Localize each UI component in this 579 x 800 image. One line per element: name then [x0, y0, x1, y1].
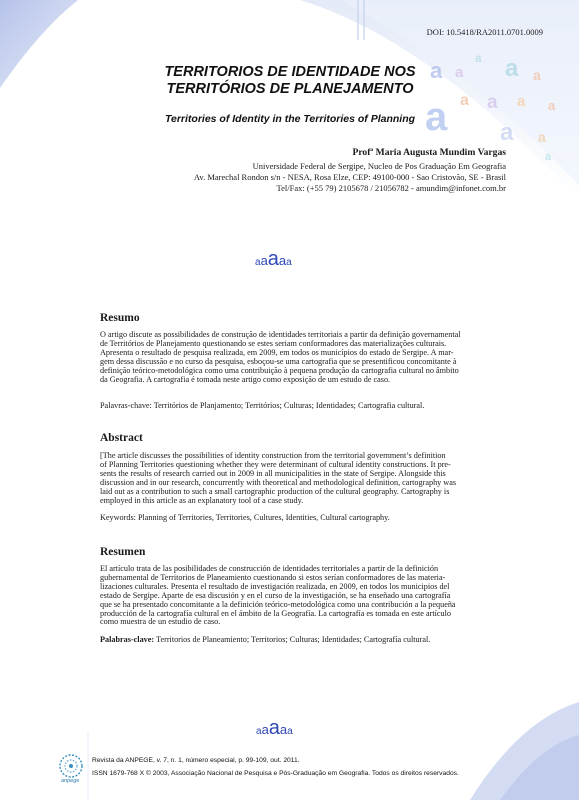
copyright-line: ISSN 1679-768 X © 2003, Associação Nacional de Pesquisa e Pós-Graduação em Geografia. Todos os direitos reservados.	[92, 770, 459, 777]
resumen-body	[100, 565, 481, 627]
svg-text:a: a	[455, 64, 464, 81]
svg-text:a: a	[475, 51, 482, 65]
ornament-letter: a	[278, 253, 287, 268]
text-line: da Geografia. A cartografia é tomada neste artigo como exposição de um estudo de caso.	[100, 374, 391, 384]
article-title	[130, 64, 450, 98]
ornament-letter: a	[255, 257, 261, 268]
divider-ornament	[255, 248, 292, 271]
resumo-heading: Resumo	[100, 312, 140, 324]
text-line: como muestra de un estudio de caso.	[100, 617, 221, 627]
svg-text:a: a	[460, 92, 469, 109]
anpege-logo-icon	[57, 752, 85, 780]
author-address: Av. Marechal Rondon s/n - NESA, Rosa Elze, CEP: 49100-000 - Sao Cristovão, SE - Brasil	[193, 172, 506, 182]
ornament-letter: a	[256, 726, 262, 737]
resumen-heading: Resumen	[100, 546, 146, 558]
svg-text:a: a	[430, 58, 443, 83]
text-line: [The article discusses the possibilities of identity construction from the territorial government’s definition	[100, 451, 446, 460]
ornament-letter: a	[286, 257, 292, 268]
text-line: O artigo discute as possibilidades de construção de identidades territoriais a partir da definição governamental	[100, 330, 461, 339]
author-contact: Tel/Fax: (+55 79) 2105678 / 21056782 - amundim@infonet.com.br	[276, 183, 506, 193]
footer-decoration	[0, 690, 579, 800]
resumen-keywords	[100, 635, 481, 644]
text-line: Apresenta o resultado de pesquisa realizada, em 2009, em todos os municípios do estado de Sergipe. A mar-	[100, 347, 454, 357]
journal-citation: Revista da ANPEGE, v. 7, n. 1, número especial, p. 99-109, out. 2011.	[92, 757, 300, 764]
text-line: sents the results of research carried out in 2009 in all municipalities in the state of Sergipe. Alongside this	[100, 468, 446, 478]
anpege-logo-label: anpege	[61, 778, 80, 784]
text-line: El artículo trata de las posibilidades de construcción de identidades territoriales a partir de la definición	[100, 564, 439, 573]
doi-text: DOI: 10.5418/RA2011.0701.0009	[426, 27, 543, 37]
text-line: de Territórios de Planejamento questionando se estes seriam conformadores das materializações culturais.	[100, 338, 447, 348]
svg-text:a: a	[545, 151, 552, 163]
text-line: gem dessa discussão e no curso da pesquisa, esboçou-se uma cartografia que se presentificou concomitante à	[100, 356, 457, 366]
article-subtitle: Territories of Identity in the Territories of Planning	[164, 113, 416, 125]
title-line-2: TERRITÓRIOS DE PLANEJAMENTO	[166, 81, 414, 97]
author-name: Profª Maria Augusta Mundim Vargas	[352, 147, 506, 158]
svg-text:a: a	[505, 55, 519, 82]
title-line-1: TERRITORIOS DE IDENTIDADE NOS	[164, 64, 416, 80]
svg-text:a: a	[533, 67, 541, 83]
svg-text:a: a	[517, 93, 526, 110]
ornament-letter: a	[260, 253, 268, 268]
keywords-text: Territorios de Planeamiento; Territorios; Culturas; Identidades; Cartografía cultural.	[154, 635, 431, 644]
svg-text:a: a	[487, 92, 498, 113]
svg-text:a: a	[425, 95, 448, 139]
text-line: estado de Sergipe. Aparte de esa discusión y en el curso de la investigación, se ha enseñado una cartografía	[100, 590, 451, 600]
svg-text:a: a	[500, 119, 514, 146]
divider-ornament-bottom	[256, 717, 293, 740]
text-line: producción de la cartografía cultural en el ámbito de la Geografía. La cartografía es tomada en este artículo	[100, 608, 451, 618]
resumo-body	[100, 331, 481, 384]
text-line: of Planning Territories questioning whether they were determinant of cultural identity constructions. It pre-	[100, 459, 451, 469]
text-line: gubernamental de Territorios de Planeamiento cuestionando si estos serían conformadores de las materia-	[100, 572, 446, 582]
text-line: definição teórico-metodológica como uma contribuição à pequena produção da cartografia cultural no âmbito	[100, 365, 459, 375]
abstract-body	[100, 452, 481, 505]
author-institution: Universidade Federal de Sergipe, Nucleo de Pos Graduação Em Geografia	[252, 161, 506, 171]
text-line: lizaciones culturales. Presenta el resultado de investigación realizada, en 2009, en todos los municipios del	[100, 581, 450, 591]
ornament-letter: a	[267, 248, 279, 270]
keywords-label: Palabras-clave:	[100, 635, 155, 644]
abstract-keywords: Keywords: Planning of Territories, Territories, Cultures, Identities, Cultural cartography.	[100, 513, 390, 522]
ornament-letter: a	[279, 722, 288, 737]
abstract-heading: Abstract	[100, 432, 143, 444]
svg-text:a: a	[548, 98, 556, 113]
text-line: discussion and in our research, concurrently with theoretical and methodological definition, cartography was	[100, 477, 457, 487]
resumo-keywords: Palavras-chave: Territórios de Planjamento; Territórios; Culturas; Identidades; Cartografia cultural.	[100, 401, 425, 410]
ornament-letter: a	[261, 722, 269, 737]
text-line: que se ha presentado concomitante a la definición teórico-metodológica como una contribución a la pequeña	[100, 599, 456, 609]
svg-text:a: a	[538, 129, 546, 145]
text-line: employed in this article as an explanatory tool of a case study.	[100, 495, 304, 505]
ornament-letter: a	[287, 726, 293, 737]
ornament-letter: a	[268, 717, 280, 739]
text-line: laid out as a contribution to such a small cartographic production of the cultural geography. Cartography is	[100, 486, 450, 496]
